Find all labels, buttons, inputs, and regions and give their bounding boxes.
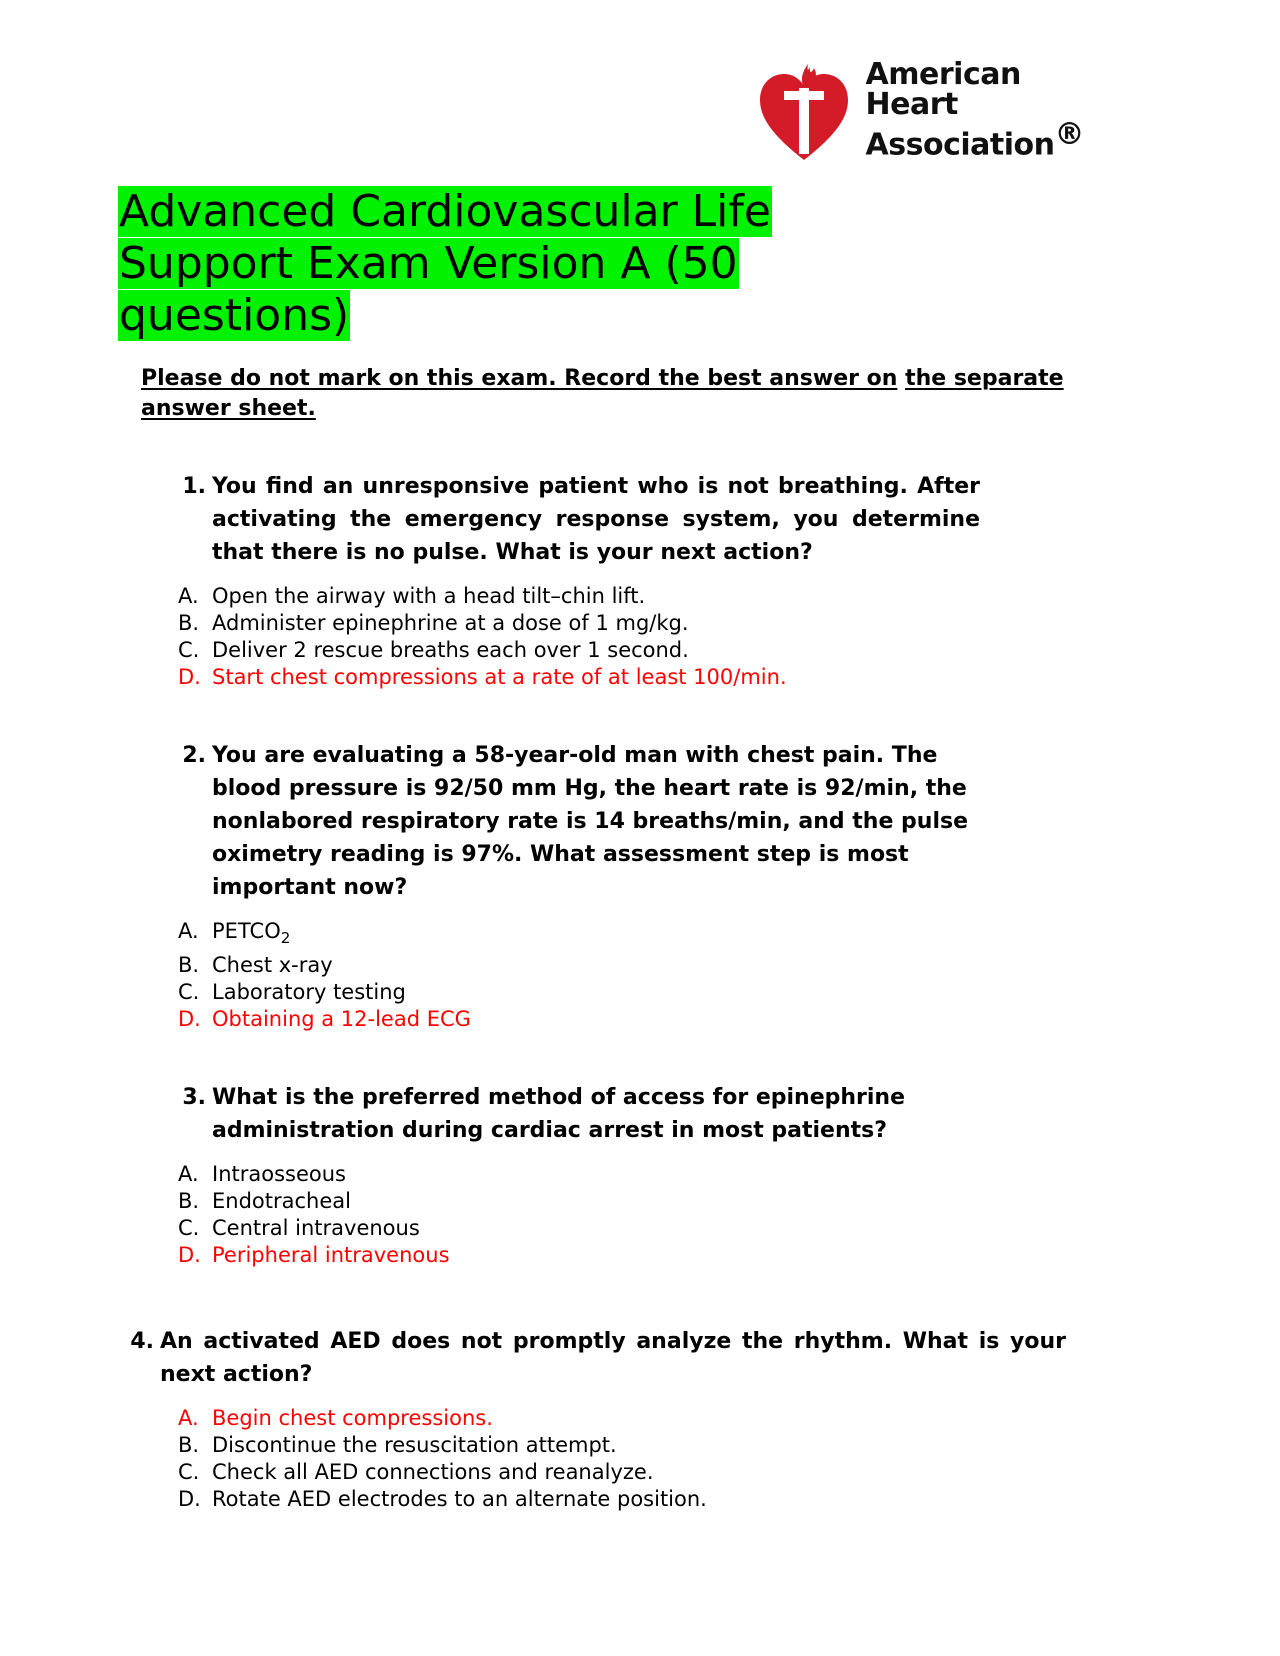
question-block-3 (0, 1081, 1280, 1269)
instruction-line-1: Please do not mark on this exam. Record the best answer on (141, 366, 898, 391)
american-heart-association-logo (756, 58, 1084, 162)
option-1-a[interactable] (178, 583, 1280, 610)
option-text: Peripheral intravenous (212, 1243, 450, 1268)
question-body-4: An activated AED does not promptly analyze the rhythm. What is your next action? (160, 1329, 1066, 1388)
logo-line-heart: Heart (865, 86, 958, 122)
registered-trademark-icon: ® (1054, 116, 1084, 152)
option-4-d[interactable] (178, 1486, 1280, 1513)
option-3-a[interactable] (178, 1161, 1280, 1188)
option-letter: A. (178, 584, 199, 608)
logo-line-association: Association® (865, 116, 1084, 163)
option-text: Laboratory testing (212, 980, 406, 1005)
question-number-2: 2. (182, 743, 206, 768)
option-text: Endotracheal (212, 1189, 351, 1214)
option-3-d-correct[interactable] (178, 1242, 1280, 1269)
spacer (0, 1033, 1280, 1081)
option-letter: B. (178, 611, 200, 635)
option-2-b[interactable] (178, 952, 1280, 979)
logo-wordmark (865, 56, 1084, 163)
option-letter: A. (178, 919, 199, 943)
option-3-b[interactable] (178, 1188, 1280, 1215)
page-title-highlight: Advanced Cardiovascular Life Support Exam Version A (50 questions) (119, 186, 771, 341)
option-letter: A. (178, 1406, 199, 1431)
option-4-a-correct[interactable] (178, 1405, 1280, 1432)
option-letter: C. (178, 980, 200, 1005)
option-text: Intraosseous (212, 1162, 346, 1187)
option-text: Open the airway with a head tilt–chin lift. (212, 584, 646, 608)
option-text: Administer epinephrine at a dose of 1 mg/kg. (212, 611, 689, 635)
options-list-2 (178, 918, 1280, 1033)
question-text-3 (182, 1081, 980, 1147)
options-list-1 (178, 583, 1280, 691)
option-letter: C. (178, 1460, 200, 1485)
option-text: Check all AED connections and reanalyze. (212, 1460, 654, 1485)
options-list-3 (178, 1161, 1280, 1269)
question-text-1 (182, 470, 980, 569)
page-title (118, 186, 918, 342)
option-text: Start chest compressions at a rate of at least 100/min. (212, 665, 787, 689)
option-letter: D. (178, 1007, 201, 1032)
option-letter: D. (178, 1243, 201, 1268)
option-text: $PETCO_2$ (212, 919, 291, 948)
spacer (0, 691, 1280, 739)
question-block-1 (0, 470, 1280, 691)
option-text: Chest x-ray (212, 953, 333, 978)
option-text: Deliver 2 rescue breaths each over 1 second. (212, 638, 689, 662)
option-text: Obtaining a 12-lead ECG (212, 1007, 471, 1032)
option-text: Rotate AED electrodes to an alternate position. (212, 1487, 707, 1512)
option-letter: C. (178, 1216, 200, 1241)
option-letter: B. (178, 953, 200, 978)
question-block-4 (0, 1325, 1280, 1513)
aha-heart-torch-icon (756, 58, 852, 162)
option-text: Begin chest compressions. (212, 1406, 493, 1431)
option-letter: B. (178, 1189, 200, 1214)
question-body-2: You are evaluating a 58-year-old man with chest pain. The blood pressure is 92/50 mm Hg, the heart rate is 92/min, the nonlabored respiratory rate is 14 breaths/min, and the pulse oximetry reading is 97%. What assessment step is most important now? (212, 743, 969, 900)
options-list-4 (178, 1405, 1280, 1513)
instruction-line-2-part-2: answer sheet. (141, 396, 316, 421)
option-text: Discontinue the resuscitation attempt. (212, 1433, 617, 1458)
question-number-3: 3. (182, 1085, 206, 1111)
question-number-4: 4. (130, 1329, 154, 1355)
question-text-2 (182, 739, 980, 904)
question-body-3: What is the preferred method of access for epinephrine administration during cardiac arrest in most patients? (212, 1085, 905, 1144)
option-2-c[interactable] (178, 979, 1280, 1006)
subscript-2: 2 (280, 929, 291, 948)
question-number-1: 1. (182, 474, 206, 499)
option-letter: A. (178, 1162, 199, 1187)
option-text: Central intravenous (212, 1216, 420, 1241)
questions-list (0, 470, 1280, 1513)
option-4-b[interactable] (178, 1432, 1280, 1459)
exam-instruction (141, 364, 1071, 424)
question-body-1: You find an unresponsive patient who is not breathing. After activating the emergency response system, you determine that there is no pulse. What is your next action? (212, 474, 980, 565)
option-letter: C. (178, 638, 200, 662)
option-4-c[interactable] (178, 1459, 1280, 1486)
option-1-c[interactable] (178, 637, 1280, 664)
option-3-c[interactable] (178, 1215, 1280, 1242)
option-letter: D. (178, 1487, 201, 1512)
option-1-d-correct[interactable] (178, 664, 1280, 691)
question-block-2 (0, 739, 1280, 1033)
option-letter: B. (178, 1433, 200, 1458)
option-2-a[interactable] (178, 918, 1280, 952)
option-letter: D. (178, 665, 201, 689)
question-text-4 (130, 1325, 1066, 1391)
option-1-b[interactable] (178, 610, 1280, 637)
logo-line-american: American (865, 56, 1021, 92)
instruction-line-2-part-1: the separate (905, 366, 1064, 391)
spacer (0, 1269, 1280, 1325)
option-2-d-correct[interactable] (178, 1006, 1280, 1033)
